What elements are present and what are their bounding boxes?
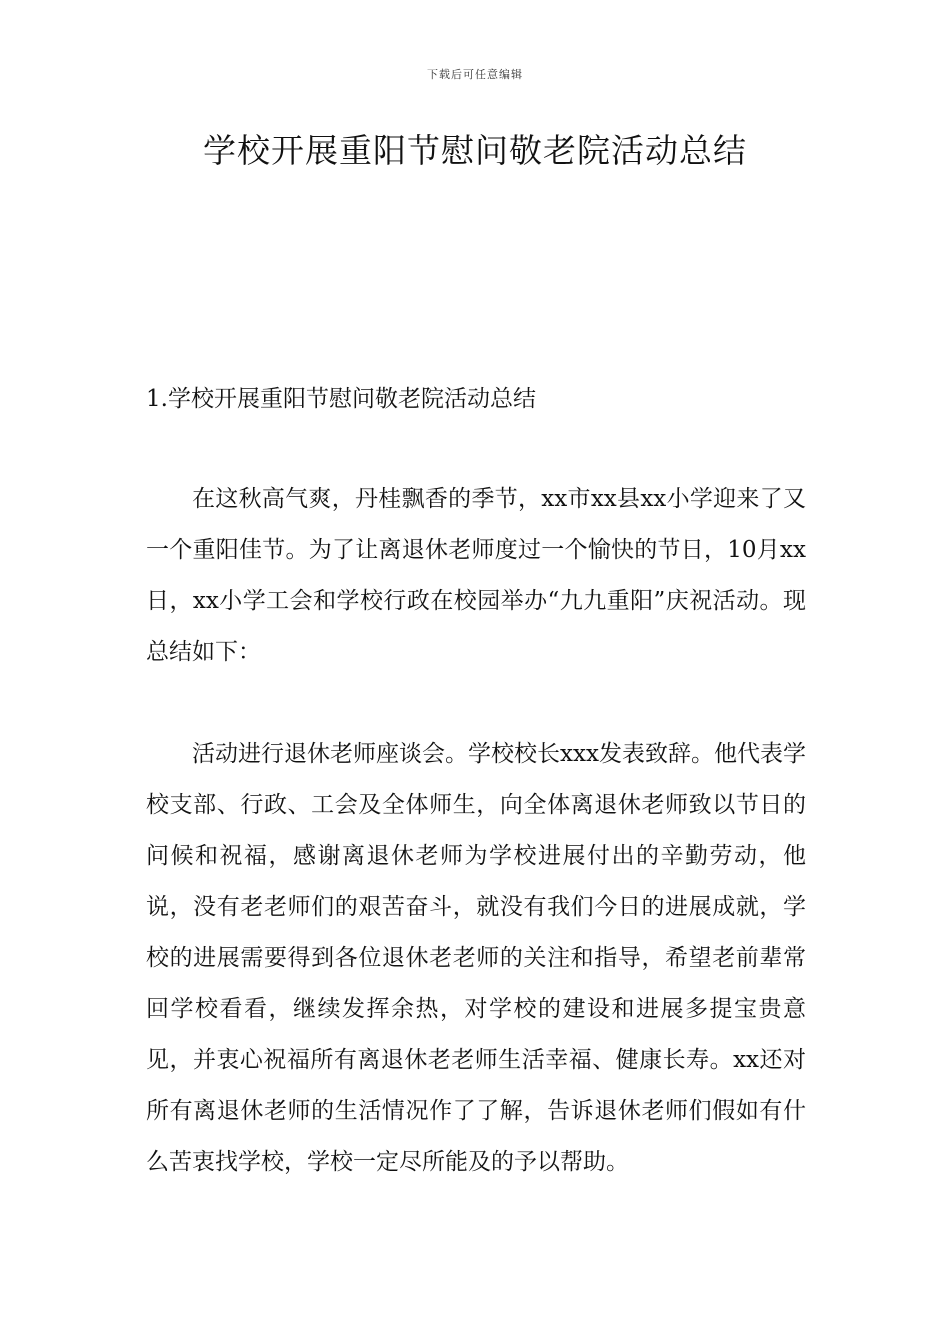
document-title: 学校开展重阳节慰问敬老院活动总结 bbox=[203, 131, 747, 170]
spacer bbox=[146, 678, 806, 729]
document-body bbox=[146, 373, 806, 1188]
spacer bbox=[146, 425, 806, 474]
paragraph-activity: 活动进行退休老师座谈会。学校校长xxx发表致辞。他代表学校支部、行政、工会及全体师生，向全体离退休老师致以节日的问候和祝福，感谢离退休老师为学校进展付出的辛勤劳动，他说，没有老老师们的艰苦奋斗，就没有我们今日的进展成就，学校的进展需要得到各位退休老老师的关注和指导，希望老前辈常回学校看看，继续发挥余热，对学校的建设和进展多提宝贵意见，并衷心祝福所有离退休老老师生活幸福、健康长寿。xx还对所有离退休老师的生活情况作了了解，告诉退休老师们假如有什么苦衷找学校，学校一定尽所能及的予以帮助。 bbox=[146, 741, 806, 1175]
paragraph-intro: 在这秋高气爽，丹桂飘香的季节，xx市xx县xx小学迎来了又一个重阳佳节。为了让离退休老师度过一个愉快的节日，10月xx日，xx小学工会和学校行政在校园举办“九九重阳”庆祝活动。现总结如下： bbox=[146, 486, 806, 665]
section-heading: 1.学校开展重阳节慰问敬老院活动总结 bbox=[146, 386, 536, 412]
header-note: 下载后可任意编辑 bbox=[427, 68, 523, 81]
